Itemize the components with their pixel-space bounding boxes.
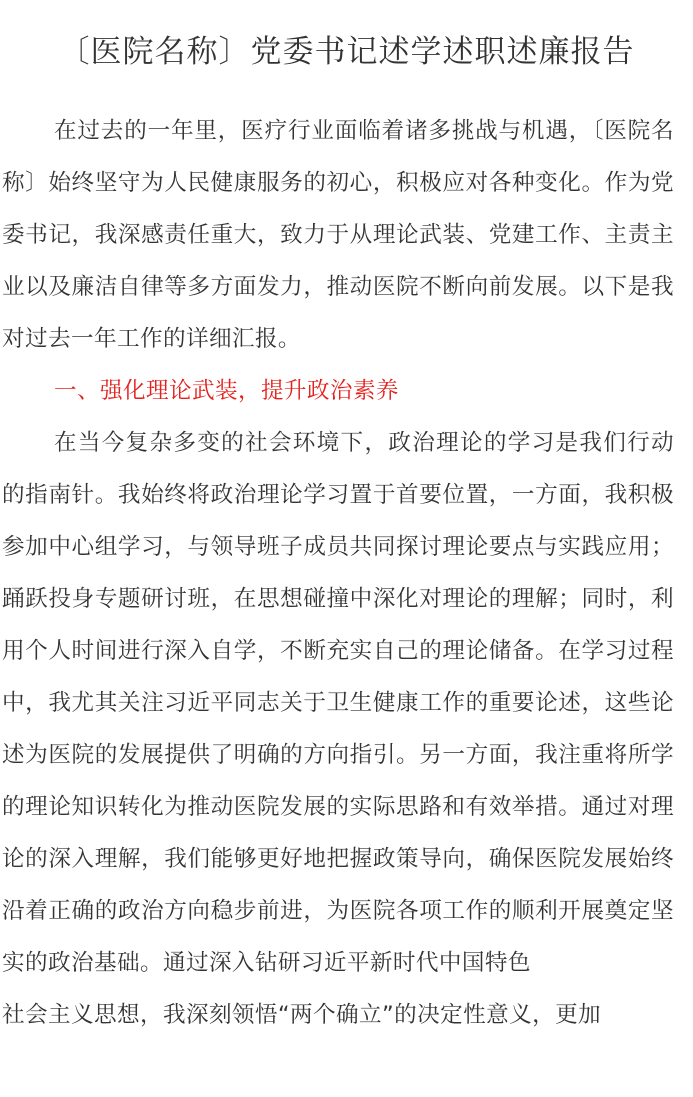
section-paragraph-theory: 在当今复杂多变的社会环境下，政治理论的学习是我们行动的指南针。我始终将政治理论学习置于首要位置，一方面，我积极参加中心组学习，与领导班子成员共同探讨理论要点与实践应用；踊跃投身专题研讨班，在思想碰撞中深化对理论的理解；同时，利用个人时间进行深入自学，不断充实自己的理论储备。在学习过程中，我尤其关注习近平同志关于卫生健康工作的重要论述，这些论述为医院的发展提供了明确的方向指引。另一方面，我注重将所学的理论知识转化为推动医院发展的实际思路和有效举措。通过对理论的深入理解，我们能够更好地把握政策导向，确保医院发展始终沿着正确的政治方向稳步前进，为医院各项工作的顺利开展奠定坚实的政治基础。通过深入钻研习近平新时代中国特色 — [2, 430, 674, 976]
intro-paragraph: 在过去的一年里，医疗行业面临着诸多挑战与机遇，〔医院名称〕始终坚守为人民健康服务的初心，积极应对各种变化。作为党委书记，我深感责任重大，致力于从理论武装、党建工作、主责主业以及廉洁自律等多方面发力，推动医院不断向前发展。以下是我对过去一年工作的详细汇报。 — [2, 118, 674, 352]
section-paragraph-continuation: 社会主义思想，我深刻领悟“两个确立”的决定性意义，更加 — [2, 1002, 602, 1028]
section-heading-theory: 一、强化理论武装，提升政治素养 — [54, 378, 399, 404]
document-title: 〔医院名称〕党委书记述学述职述廉报告 — [58, 34, 635, 70]
document-body — [2, 105, 674, 1041]
